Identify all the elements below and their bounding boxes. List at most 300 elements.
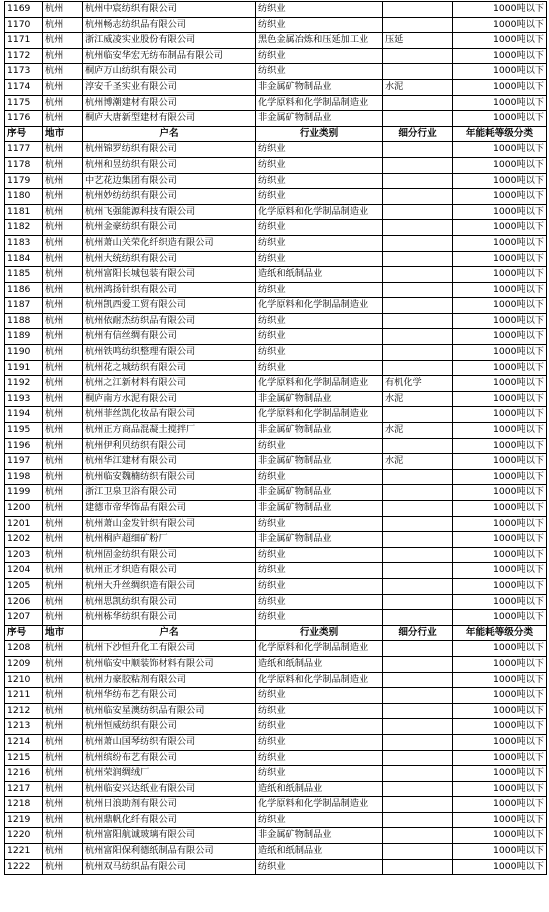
sub-industry-cell: 水泥 [383, 454, 453, 470]
sub-industry-cell [383, 345, 453, 361]
serial-cell: 1217 [5, 781, 43, 797]
serial-cell: 1171 [5, 33, 43, 49]
energy-class-cell: 1000吨以下 [453, 672, 547, 688]
energy-class-cell: 1000吨以下 [453, 391, 547, 407]
table-row [5, 859, 547, 875]
city-cell: 杭州 [43, 407, 83, 423]
company-name-cell: 杭州临安魏楠纺织有限公司 [83, 469, 256, 485]
company-name-cell: 杭州妙纺纺织有限公司 [83, 189, 256, 205]
company-name-cell: 杭州临安星澳纺织品有限公司 [83, 703, 256, 719]
industry-cell: 化学原料和化学制品制造业 [256, 672, 383, 688]
energy-class-cell: 1000吨以下 [453, 267, 547, 283]
company-name-cell: 杭州大升丝绸织造有限公司 [83, 578, 256, 594]
city-cell: 杭州 [43, 703, 83, 719]
industry-cell: 纺织业 [256, 766, 383, 782]
header-sub-industry: 细分行业 [383, 625, 453, 641]
table-row [5, 235, 547, 251]
serial-cell: 1206 [5, 594, 43, 610]
city-cell: 杭州 [43, 95, 83, 111]
table-row [5, 719, 547, 735]
table-row [5, 282, 547, 298]
industry-cell: 纺织业 [256, 64, 383, 80]
sub-industry-cell [383, 64, 453, 80]
serial-cell: 1216 [5, 766, 43, 782]
company-name-cell: 杭州伊利贝纺织有限公司 [83, 438, 256, 454]
table-row [5, 2, 547, 18]
industry-cell: 纺织业 [256, 734, 383, 750]
energy-class-cell: 1000吨以下 [453, 282, 547, 298]
energy-class-cell: 1000吨以下 [453, 454, 547, 470]
energy-class-cell: 1000吨以下 [453, 656, 547, 672]
company-name-cell: 杭州荣润绸绒厂 [83, 766, 256, 782]
industry-cell: 非金属矿物制品业 [256, 454, 383, 470]
sub-industry-cell [383, 173, 453, 189]
company-name-cell: 杭州富阳长城包装有限公司 [83, 267, 256, 283]
serial-cell: 1212 [5, 703, 43, 719]
table-row [5, 33, 547, 49]
table-row [5, 594, 547, 610]
table-row [5, 313, 547, 329]
energy-class-cell: 1000吨以下 [453, 189, 547, 205]
sub-industry-cell [383, 594, 453, 610]
energy-class-cell: 1000吨以下 [453, 828, 547, 844]
sub-industry-cell [383, 812, 453, 828]
industry-cell: 纺织业 [256, 313, 383, 329]
city-cell: 杭州 [43, 859, 83, 875]
table-row [5, 391, 547, 407]
enterprise-energy-table [4, 1, 546, 875]
company-name-cell: 杭州之江新材料有限公司 [83, 376, 256, 392]
energy-class-cell: 1000吨以下 [453, 173, 547, 189]
sub-industry-cell [383, 859, 453, 875]
serial-cell: 1187 [5, 298, 43, 314]
sub-industry-cell [383, 563, 453, 579]
city-cell: 杭州 [43, 750, 83, 766]
city-cell: 杭州 [43, 79, 83, 95]
table-row [5, 360, 547, 376]
industry-cell: 化学原料和化学制品制造业 [256, 407, 383, 423]
company-name-cell: 杭州下沙恒升化工有限公司 [83, 641, 256, 657]
company-name-cell: 杭州大统纺织有限公司 [83, 251, 256, 267]
sub-industry-cell: 压延 [383, 33, 453, 49]
company-name-cell: 杭州金豪纺织有限公司 [83, 220, 256, 236]
serial-cell: 1191 [5, 360, 43, 376]
industry-cell: 纺织业 [256, 142, 383, 158]
city-cell: 杭州 [43, 220, 83, 236]
industry-cell: 纺织业 [256, 189, 383, 205]
energy-class-cell: 1000吨以下 [453, 485, 547, 501]
company-name-cell: 杭州锦罗纺织有限公司 [83, 142, 256, 158]
company-name-cell: 杭州华纺布艺有限公司 [83, 688, 256, 704]
sub-industry-cell [383, 547, 453, 563]
company-name-cell: 浙江威凌实业股份有限公司 [83, 33, 256, 49]
header-energy-class: 年能耗等级分类 [453, 625, 547, 641]
table-row [5, 298, 547, 314]
energy-class-cell: 1000吨以下 [453, 95, 547, 111]
table-row [5, 423, 547, 439]
company-name-cell: 杭州凯西爱工贸有限公司 [83, 298, 256, 314]
company-name-cell: 建德市帝华饰品有限公司 [83, 501, 256, 517]
serial-cell: 1202 [5, 532, 43, 548]
industry-cell: 造纸和纸制品业 [256, 781, 383, 797]
city-cell: 杭州 [43, 33, 83, 49]
serial-cell: 1205 [5, 578, 43, 594]
serial-cell: 1189 [5, 329, 43, 345]
sub-industry-cell [383, 329, 453, 345]
serial-cell: 1220 [5, 828, 43, 844]
company-name-cell: 杭州菲丝凯化妆品有限公司 [83, 407, 256, 423]
serial-cell: 1193 [5, 391, 43, 407]
header-energy-class: 年能耗等级分类 [453, 126, 547, 142]
city-cell: 杭州 [43, 532, 83, 548]
sub-industry-cell [383, 267, 453, 283]
table-row [5, 703, 547, 719]
serial-cell: 1213 [5, 719, 43, 735]
serial-cell: 1201 [5, 516, 43, 532]
table-row [5, 157, 547, 173]
city-cell: 杭州 [43, 688, 83, 704]
sub-industry-cell [383, 781, 453, 797]
city-cell: 杭州 [43, 142, 83, 158]
company-name-cell: 杭州萧山金发针织有限公司 [83, 516, 256, 532]
industry-cell: 非金属矿物制品业 [256, 501, 383, 517]
energy-class-cell: 1000吨以下 [453, 703, 547, 719]
serial-cell: 1182 [5, 220, 43, 236]
energy-class-cell: 1000吨以下 [453, 547, 547, 563]
table-row [5, 750, 547, 766]
industry-cell: 化学原料和化学制品制造业 [256, 95, 383, 111]
city-cell: 杭州 [43, 578, 83, 594]
industry-cell: 非金属矿物制品业 [256, 423, 383, 439]
industry-cell: 纺织业 [256, 750, 383, 766]
header-company-name: 户名 [83, 126, 256, 142]
energy-class-cell: 1000吨以下 [453, 532, 547, 548]
sub-industry-cell [383, 501, 453, 517]
energy-class-cell: 1000吨以下 [453, 407, 547, 423]
table-row [5, 17, 547, 33]
sub-industry-cell [383, 438, 453, 454]
sub-industry-cell [383, 469, 453, 485]
serial-cell: 1170 [5, 17, 43, 33]
energy-class-cell: 1000吨以下 [453, 313, 547, 329]
table-header-row [5, 625, 547, 641]
serial-cell: 1184 [5, 251, 43, 267]
serial-cell: 1183 [5, 235, 43, 251]
energy-class-cell: 1000吨以下 [453, 501, 547, 517]
industry-cell: 纺织业 [256, 547, 383, 563]
company-name-cell: 杭州双马纺织品有限公司 [83, 859, 256, 875]
header-sub-industry: 细分行业 [383, 126, 453, 142]
industry-cell: 纺织业 [256, 469, 383, 485]
serial-cell: 1172 [5, 48, 43, 64]
company-name-cell: 杭州恒威纺织有限公司 [83, 719, 256, 735]
energy-class-cell: 1000吨以下 [453, 719, 547, 735]
data-table [4, 1, 547, 875]
energy-class-cell: 1000吨以下 [453, 360, 547, 376]
serial-cell: 1196 [5, 438, 43, 454]
industry-cell: 纺织业 [256, 719, 383, 735]
company-name-cell: 杭州博潮建材有限公司 [83, 95, 256, 111]
energy-class-cell: 1000吨以下 [453, 438, 547, 454]
energy-class-cell: 1000吨以下 [453, 797, 547, 813]
energy-class-cell: 1000吨以下 [453, 235, 547, 251]
city-cell: 杭州 [43, 672, 83, 688]
energy-class-cell: 1000吨以下 [453, 204, 547, 220]
sub-industry-cell [383, 220, 453, 236]
energy-class-cell: 1000吨以下 [453, 48, 547, 64]
industry-cell: 化学原料和化学制品制造业 [256, 298, 383, 314]
sub-industry-cell [383, 844, 453, 860]
industry-cell: 纺织业 [256, 282, 383, 298]
sub-industry-cell [383, 719, 453, 735]
city-cell: 杭州 [43, 516, 83, 532]
company-name-cell: 杭州桐庐超细矿粉厂 [83, 532, 256, 548]
header-industry: 行业类别 [256, 126, 383, 142]
serial-cell: 1177 [5, 142, 43, 158]
industry-cell: 造纸和纸制品业 [256, 267, 383, 283]
energy-class-cell: 1000吨以下 [453, 142, 547, 158]
serial-cell: 1221 [5, 844, 43, 860]
table-row [5, 111, 547, 127]
industry-cell: 化学原料和化学制品制造业 [256, 204, 383, 220]
city-cell: 杭州 [43, 235, 83, 251]
energy-class-cell: 1000吨以下 [453, 2, 547, 18]
city-cell: 杭州 [43, 157, 83, 173]
company-name-cell: 杭州日浪助剂有限公司 [83, 797, 256, 813]
energy-class-cell: 1000吨以下 [453, 766, 547, 782]
energy-class-cell: 1000吨以下 [453, 220, 547, 236]
industry-cell: 化学原料和化学制品制造业 [256, 641, 383, 657]
serial-cell: 1178 [5, 157, 43, 173]
industry-cell: 非金属矿物制品业 [256, 79, 383, 95]
sub-industry-cell [383, 750, 453, 766]
company-name-cell: 杭州富阳航诚玻璃有限公司 [83, 828, 256, 844]
serial-cell: 1197 [5, 454, 43, 470]
industry-cell: 纺织业 [256, 688, 383, 704]
company-name-cell: 杭州固金纺织有限公司 [83, 547, 256, 563]
sub-industry-cell [383, 516, 453, 532]
table-row [5, 797, 547, 813]
city-cell: 杭州 [43, 563, 83, 579]
energy-class-cell: 1000吨以下 [453, 376, 547, 392]
industry-cell: 纺织业 [256, 578, 383, 594]
serial-cell: 1175 [5, 95, 43, 111]
company-name-cell: 桐庐大唐新型建材有限公司 [83, 111, 256, 127]
company-name-cell: 杭州思凯纺织有限公司 [83, 594, 256, 610]
industry-cell: 纺织业 [256, 360, 383, 376]
sub-industry-cell [383, 235, 453, 251]
company-name-cell: 杭州力豪胶粘剂有限公司 [83, 672, 256, 688]
city-cell: 杭州 [43, 423, 83, 439]
sub-industry-cell: 水泥 [383, 391, 453, 407]
table-row [5, 469, 547, 485]
table-row [5, 501, 547, 517]
serial-cell: 1198 [5, 469, 43, 485]
table-row [5, 578, 547, 594]
table-row [5, 828, 547, 844]
energy-class-cell: 1000吨以下 [453, 298, 547, 314]
city-cell: 杭州 [43, 438, 83, 454]
table-row [5, 173, 547, 189]
company-name-cell: 中艺花边集团有限公司 [83, 173, 256, 189]
industry-cell: 化学原料和化学制品制造业 [256, 376, 383, 392]
city-cell: 杭州 [43, 17, 83, 33]
table-row [5, 95, 547, 111]
company-name-cell: 杭州花之城纺织有限公司 [83, 360, 256, 376]
table-row [5, 563, 547, 579]
company-name-cell: 杭州有信丝绸有限公司 [83, 329, 256, 345]
industry-cell: 纺织业 [256, 17, 383, 33]
company-name-cell: 杭州临安华宏无纺布制品有限公司 [83, 48, 256, 64]
company-name-cell: 浙江卫泉卫浴有限公司 [83, 485, 256, 501]
city-cell: 杭州 [43, 298, 83, 314]
serial-cell: 1209 [5, 656, 43, 672]
serial-cell: 1173 [5, 64, 43, 80]
industry-cell: 纺织业 [256, 2, 383, 18]
city-cell: 杭州 [43, 267, 83, 283]
table-row [5, 485, 547, 501]
sub-industry-cell [383, 485, 453, 501]
industry-cell: 非金属矿物制品业 [256, 485, 383, 501]
table-row [5, 251, 547, 267]
city-cell: 杭州 [43, 189, 83, 205]
table-row [5, 672, 547, 688]
company-name-cell: 杭州缤纷布艺有限公司 [83, 750, 256, 766]
sub-industry-cell [383, 797, 453, 813]
industry-cell: 纺织业 [256, 610, 383, 626]
sub-industry-cell [383, 734, 453, 750]
city-cell: 杭州 [43, 594, 83, 610]
industry-cell: 非金属矿物制品业 [256, 532, 383, 548]
header-city: 地市 [43, 625, 83, 641]
energy-class-cell: 1000吨以下 [453, 64, 547, 80]
company-name-cell: 杭州中宸纺织有限公司 [83, 2, 256, 18]
sub-industry-cell [383, 360, 453, 376]
city-cell: 杭州 [43, 719, 83, 735]
sub-industry-cell [383, 189, 453, 205]
table-row [5, 220, 547, 236]
city-cell: 杭州 [43, 64, 83, 80]
city-cell: 杭州 [43, 641, 83, 657]
energy-class-cell: 1000吨以下 [453, 734, 547, 750]
sub-industry-cell [383, 532, 453, 548]
table-row [5, 142, 547, 158]
city-cell: 杭州 [43, 173, 83, 189]
city-cell: 杭州 [43, 48, 83, 64]
industry-cell: 纺织业 [256, 157, 383, 173]
city-cell: 杭州 [43, 656, 83, 672]
sub-industry-cell [383, 641, 453, 657]
industry-cell: 纺织业 [256, 563, 383, 579]
serial-cell: 1207 [5, 610, 43, 626]
serial-cell: 1195 [5, 423, 43, 439]
sub-industry-cell [383, 17, 453, 33]
company-name-cell: 杭州铁鸣纺织整理有限公司 [83, 345, 256, 361]
table-row [5, 189, 547, 205]
industry-cell: 纺织业 [256, 329, 383, 345]
energy-class-cell: 1000吨以下 [453, 423, 547, 439]
industry-cell: 纺织业 [256, 235, 383, 251]
company-name-cell: 杭州正方商品混凝土搅拌厂 [83, 423, 256, 439]
city-cell: 杭州 [43, 547, 83, 563]
serial-cell: 1208 [5, 641, 43, 657]
energy-class-cell: 1000吨以下 [453, 781, 547, 797]
sub-industry-cell [383, 313, 453, 329]
serial-cell: 1176 [5, 111, 43, 127]
company-name-cell: 杭州鼎帆化纤有限公司 [83, 812, 256, 828]
serial-cell: 1203 [5, 547, 43, 563]
header-serial: 序号 [5, 625, 43, 641]
table-row [5, 844, 547, 860]
serial-cell: 1194 [5, 407, 43, 423]
sub-industry-cell [383, 298, 453, 314]
table-row [5, 345, 547, 361]
company-name-cell: 杭州栋华纺织有限公司 [83, 610, 256, 626]
header-serial: 序号 [5, 126, 43, 142]
energy-class-cell: 1000吨以下 [453, 157, 547, 173]
serial-cell: 1204 [5, 563, 43, 579]
energy-class-cell: 1000吨以下 [453, 17, 547, 33]
table-row [5, 532, 547, 548]
company-name-cell: 杭州华江建材有限公司 [83, 454, 256, 470]
industry-cell: 纺织业 [256, 48, 383, 64]
sub-industry-cell [383, 656, 453, 672]
table-row [5, 688, 547, 704]
table-row [5, 79, 547, 95]
city-cell: 杭州 [43, 360, 83, 376]
table-row [5, 641, 547, 657]
table-row [5, 64, 547, 80]
table-row [5, 48, 547, 64]
table-row [5, 454, 547, 470]
industry-cell: 纺织业 [256, 859, 383, 875]
serial-cell: 1222 [5, 859, 43, 875]
serial-cell: 1188 [5, 313, 43, 329]
sub-industry-cell [383, 688, 453, 704]
city-cell: 杭州 [43, 485, 83, 501]
industry-cell: 纺织业 [256, 173, 383, 189]
industry-cell: 纺织业 [256, 251, 383, 267]
company-name-cell: 杭州正才织造有限公司 [83, 563, 256, 579]
table-row [5, 734, 547, 750]
energy-class-cell: 1000吨以下 [453, 516, 547, 532]
energy-class-cell: 1000吨以下 [453, 641, 547, 657]
sub-industry-cell [383, 672, 453, 688]
company-name-cell: 杭州鸿扬针织有限公司 [83, 282, 256, 298]
sub-industry-cell [383, 828, 453, 844]
city-cell: 杭州 [43, 844, 83, 860]
city-cell: 杭州 [43, 766, 83, 782]
company-name-cell: 杭州和昱纺织有限公司 [83, 157, 256, 173]
table-row [5, 610, 547, 626]
company-name-cell: 桐庐南方水泥有限公司 [83, 391, 256, 407]
header-city: 地市 [43, 126, 83, 142]
serial-cell: 1210 [5, 672, 43, 688]
energy-class-cell: 1000吨以下 [453, 469, 547, 485]
sub-industry-cell [383, 142, 453, 158]
serial-cell: 1185 [5, 267, 43, 283]
sub-industry-cell: 水泥 [383, 79, 453, 95]
energy-class-cell: 1000吨以下 [453, 594, 547, 610]
serial-cell: 1211 [5, 688, 43, 704]
industry-cell: 纺织业 [256, 345, 383, 361]
company-name-cell: 杭州畅志纺织品有限公司 [83, 17, 256, 33]
table-row [5, 407, 547, 423]
company-name-cell: 桐庐万山纺织有限公司 [83, 64, 256, 80]
company-name-cell: 杭州飞强能源科技有限公司 [83, 204, 256, 220]
table-row [5, 781, 547, 797]
header-company-name: 户名 [83, 625, 256, 641]
